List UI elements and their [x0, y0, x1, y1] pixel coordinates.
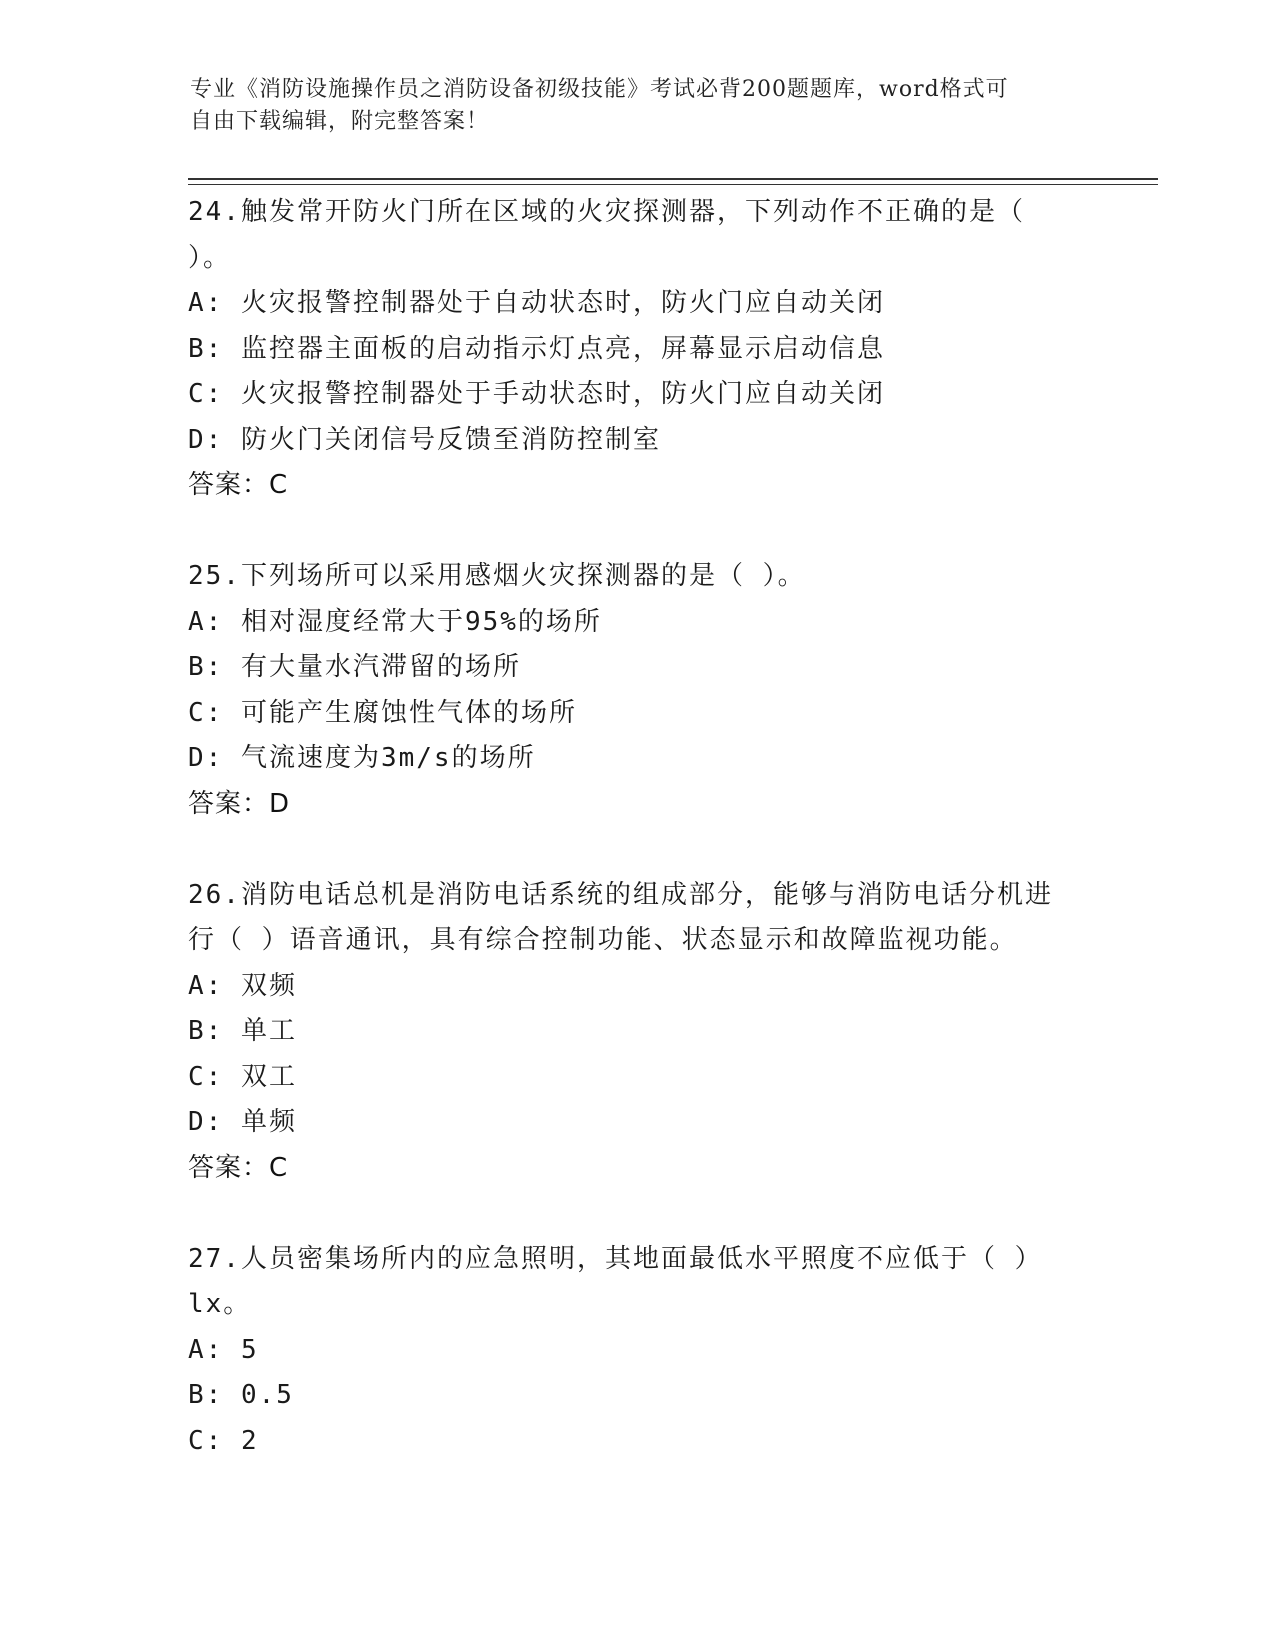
option-d: D: 防火门关闭信号反馈至消防控制室: [188, 424, 661, 455]
option-b: B: 监控器主面板的启动指示灯点亮，屏幕显示启动信息: [188, 333, 885, 364]
question-stem-line-1: 24.触发常开防火门所在区域的火灾探测器，下列动作不正确的是（: [188, 197, 1025, 227]
header-divider-thick: [188, 178, 1158, 180]
question-27: [188, 1237, 1088, 1465]
option-a: A: 5: [188, 1334, 259, 1365]
option-b: B: 有大量水汽滞留的场所: [188, 652, 521, 682]
question-spacer: [188, 1191, 1088, 1237]
question-stem: [188, 190, 1088, 281]
option-d: D: 气流速度为3m/s的场所: [188, 743, 536, 773]
question-stem-line-1: 26.消防电话总机是消防电话系统的组成部分，能够与消防电话分机进: [188, 879, 1053, 910]
option-a: A: 火灾报警控制器处于自动状态时，防火门应自动关闭: [188, 288, 885, 318]
option-c: C: 火灾报警控制器处于手动状态时，防火门应自动关闭: [188, 379, 885, 409]
option-c: C: 双工: [188, 1061, 297, 1092]
document-header: [190, 74, 1070, 138]
question-24: [188, 190, 1088, 509]
question-stem-line-2: 行（ ）语音通讯，具有综合控制功能、状态显示和故障监视功能。: [188, 925, 1018, 955]
option-b: B: 单工: [188, 1016, 297, 1046]
option-d: D: 单频: [188, 1107, 297, 1137]
question-spacer: [188, 509, 1088, 555]
question-26: [188, 873, 1088, 1192]
header-line-2: 自由下载编辑，附完整答案！: [190, 109, 490, 134]
header-line-1: 专业《消防设施操作员之消防设备初级技能》考试必背200题题库，word格式可: [190, 77, 1009, 102]
question-spacer: [188, 827, 1088, 873]
option-c: C: 可能产生腐蚀性气体的场所: [188, 697, 577, 728]
option-c: C: 2: [188, 1425, 259, 1456]
question-stem-line-2: ）。: [188, 242, 232, 273]
option-a: A: 双频: [188, 970, 297, 1001]
question-stem: [188, 873, 1088, 964]
answer-label: 答案：D: [188, 788, 291, 819]
question-stem-line-1: 25.下列场所可以采用感烟火灾探测器的是（ ）。: [188, 561, 806, 591]
question-25: [188, 554, 1088, 827]
question-stem: [188, 554, 1088, 600]
header-divider-thin: [188, 184, 1158, 185]
question-stem-line-1: 27.人员密集场所内的应急照明，其地面最低水平照度不应低于（ ）: [188, 1243, 1043, 1274]
answer-label: 答案：C: [188, 470, 289, 500]
question-stem-line-2: lx。: [188, 1289, 252, 1319]
answer-label: 答案：C: [188, 1152, 289, 1183]
option-b: B: 0.5: [188, 1380, 294, 1410]
option-a: A: 相对湿度经常大于95%的场所: [188, 606, 602, 637]
question-stem: [188, 1237, 1088, 1328]
question-list: [188, 190, 1088, 1464]
